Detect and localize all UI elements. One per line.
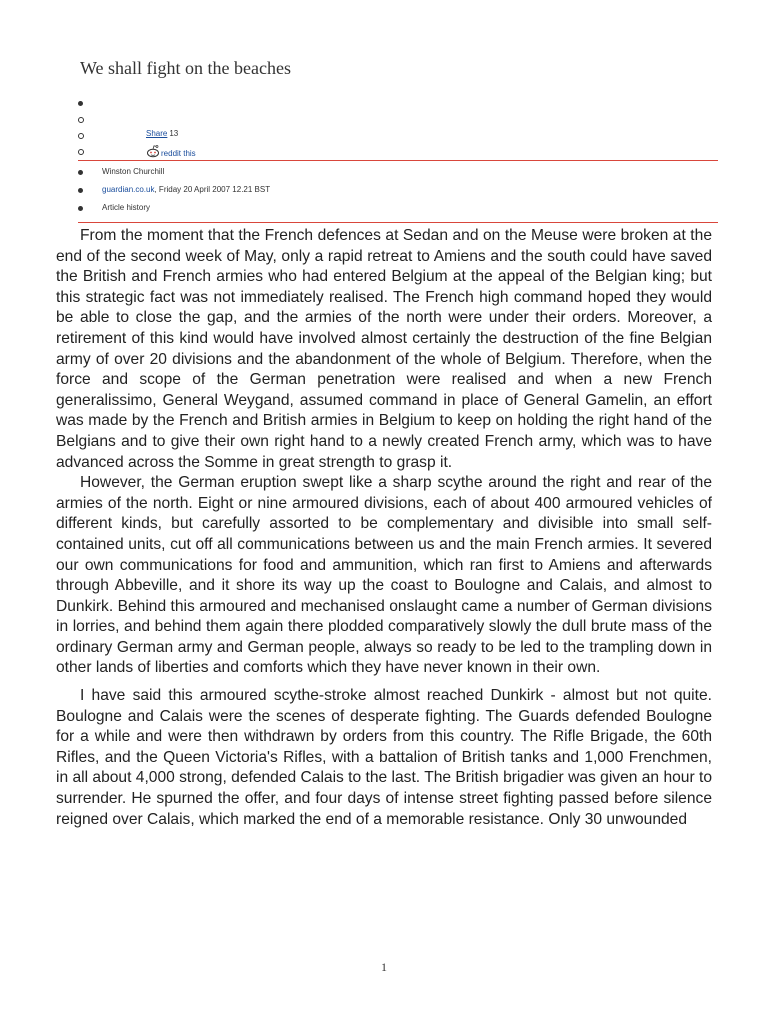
share-button[interactable] [146, 129, 178, 138]
publish-date: , Friday 20 April 2007 12.21 BST [154, 185, 271, 194]
article-history-link[interactable]: Article history [102, 203, 151, 212]
bullet-ring-icon [78, 117, 84, 123]
article-body [56, 226, 712, 830]
bullet-ring-icon [78, 133, 84, 139]
divider-top [78, 160, 718, 161]
toolbar-row-empty [78, 112, 718, 128]
article-meta [78, 166, 718, 220]
toolbar-row-reddit [78, 144, 718, 160]
paragraph: From the moment that the French defences at Sedan and on the Meuse were broken at the end of the second week of May, only a rapid retreat to Amiens and the south could have saved the British and French armies who had entered Belgium at the appeal of the Belgian king; but this strategic fact was not immediately realised. The French high command hoped they would be able to close the gap, and the armies of the north were under their orders. Moreover, a retirement of this kind would have involved almost certainly the destruction of the fine Belgian army of over 20 divisions and the abandonment of the whole of Belgium. Therefore, when the force and scope of the German penetration were realised and when a new French generalissimo, General Weygand, assumed command in place of General Gamelin, an effort was made by the French and British armies in Belgium to keep on holding the right hand of the Belgians and to give their own right hand to a newly created French army, which was to have advanced across the Somme in great strength to grasp it. [56, 227, 712, 471]
reddit-button[interactable] [146, 142, 196, 158]
source-line [102, 185, 270, 194]
toolbar-row-empty [78, 96, 718, 112]
bullet-solid-icon [78, 206, 83, 211]
meta-author [78, 166, 718, 184]
bullet-solid-icon [78, 101, 83, 106]
share-label[interactable]: Share [146, 129, 168, 138]
bullet-solid-icon [78, 188, 83, 193]
meta-history [78, 202, 718, 220]
reddit-link[interactable]: reddit this [161, 149, 196, 158]
meta-source [78, 184, 718, 202]
paragraph: I have said this armoured scythe-stroke almost reached Dunkirk - almost but not quite. Boulogne and Calais were the scenes of desperate fighting. The Guards defended Boulogne for a while and were then withdrawn by orders from this country. The Rifle Brigade, the 60th Rifles, and the Queen Victoria's Rifles, with a battalion of British tanks and 1,000 Frenchmen, in all about 4,000 strong, defended Calais to the last. The British brigadier was given an hour to surrender. He spurned the offer, and four days of intense street fighting passed before silence reigned over Calais, which marked the end of a memorable resistance. Only 30 unwounded [56, 687, 712, 828]
page-title: We shall fight on the beaches [80, 58, 291, 78]
bullet-solid-icon [78, 170, 83, 175]
paragraph: However, the German eruption swept like a sharp scythe around the right and rear of the armies of the north. Eight or nine armoured divisions, each of about 400 armoured vehicles of different kinds, but carefully assorted to be complementary and divisible into small self-contained units, cut off all communications between us and the main French armies. It severed our own communications for food and ammunition, which ran first to Amiens and afterwards through Abbeville, and it shore its way up the coast to Boulogne and Calais, and almost to Dunkirk. Behind this armoured and mechanised onslaught came a number of German divisions in lorries, and behind them again there plodded comparatively slowly the dull brute mass of the ordinary German army and German people, always so ready to be led to the trampling down in other lands of liberties and comforts which they have never known in their own. [56, 474, 712, 677]
reddit-alien-icon[interactable] [146, 144, 160, 158]
source-link[interactable]: guardian.co.uk [102, 185, 155, 194]
page-number: 1 [381, 960, 387, 974]
bullet-ring-icon [78, 149, 84, 155]
share-toolbar [78, 96, 718, 160]
share-count: 13 [169, 129, 179, 138]
author-name: Winston Churchill [102, 167, 165, 176]
divider-bottom [78, 222, 718, 223]
